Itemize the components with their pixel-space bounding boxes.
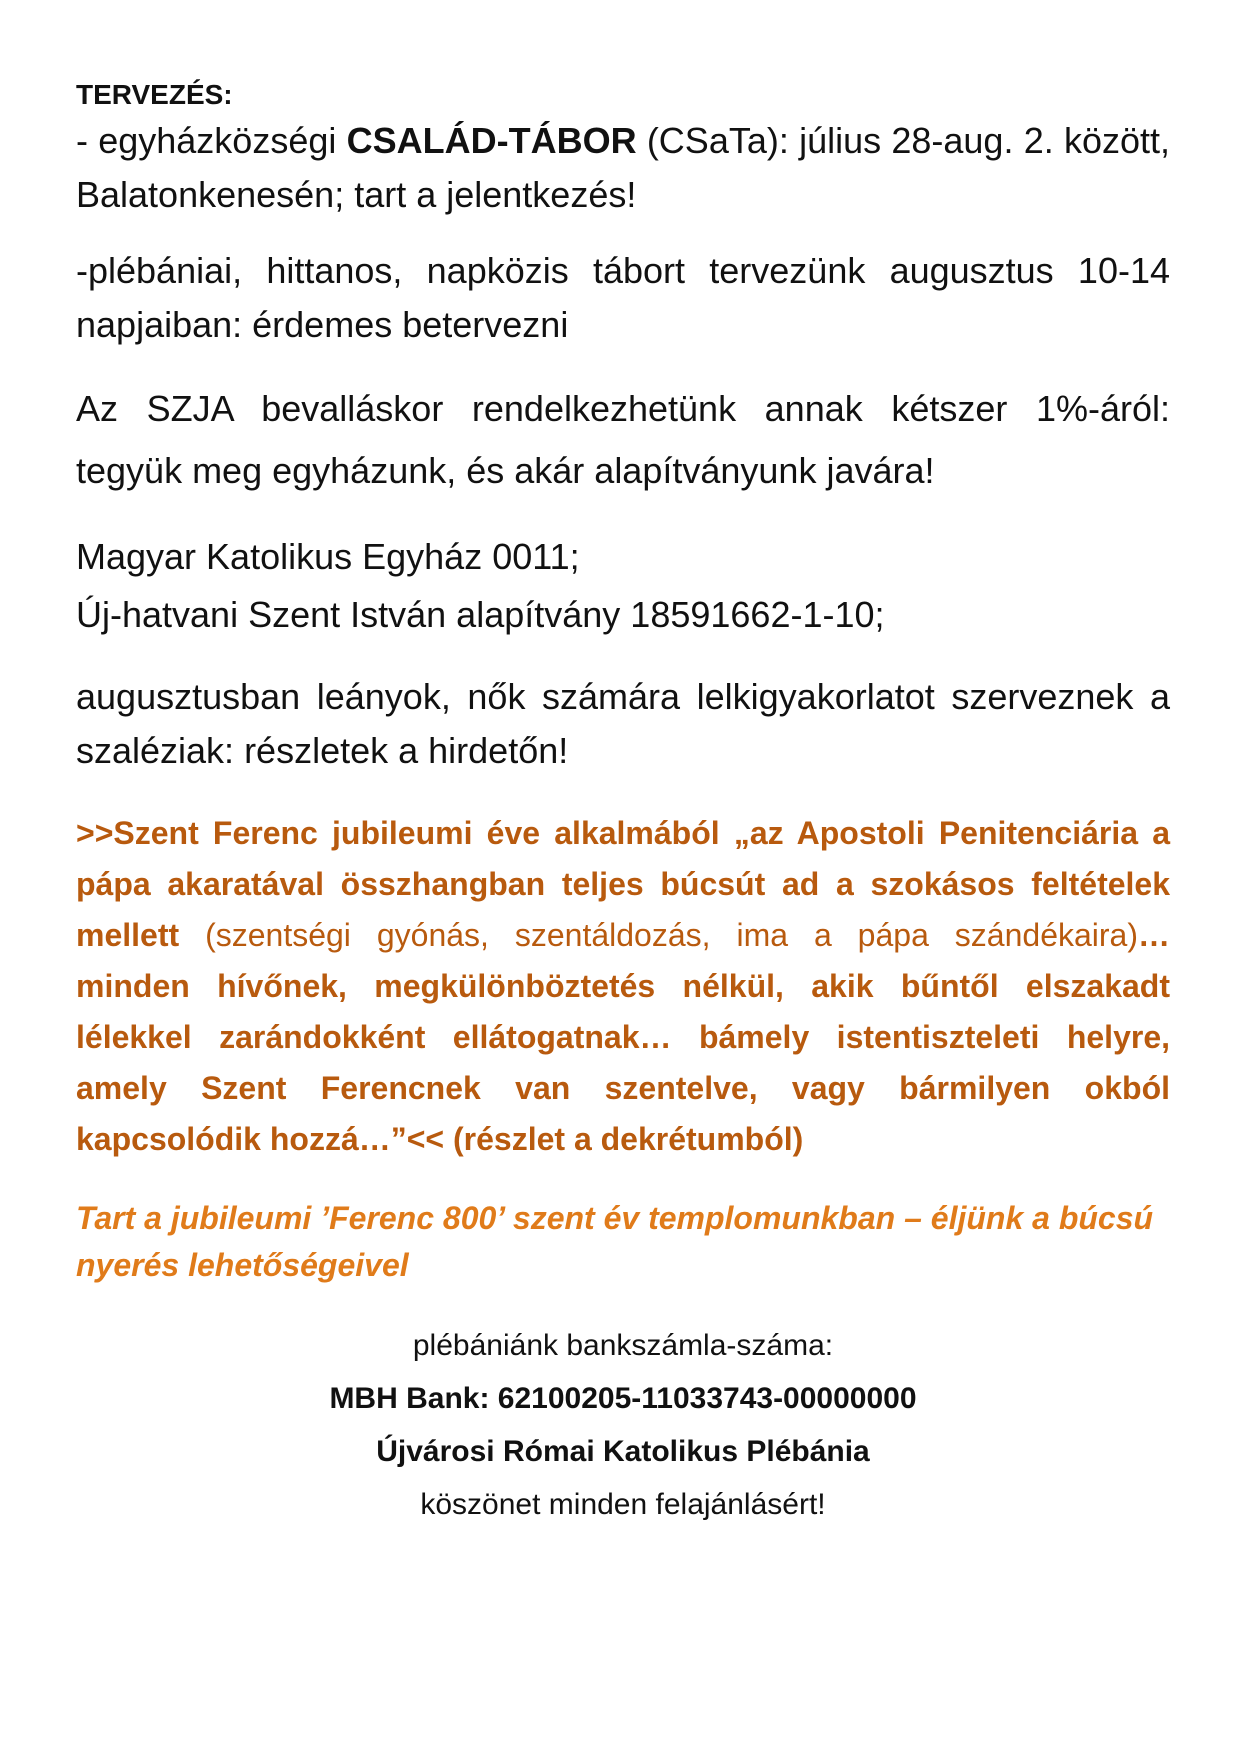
retreat-paragraph: augusztusban leányok, nők számára lelkigyakorlatot szerveznek a szaléziak: részletek a hirdetőn!	[76, 676, 1170, 771]
spacer	[76, 1289, 1170, 1319]
spacer	[76, 502, 1170, 528]
spacer	[76, 644, 1170, 670]
account-holder: Újvárosi Római Katolikus Plébánia	[376, 1435, 870, 1468]
spacer	[76, 778, 1170, 808]
family-camp-prefix: - egyházközségi	[76, 120, 347, 161]
spacer	[76, 352, 1170, 378]
beneficiary-church: Magyar Katolikus Egyház 0011;	[76, 536, 580, 577]
jubilee-note: Tart a jubileumi ’Ferenc 800’ szent év templomunkban – éljünk a búcsú nyerés lehetőségeivel	[76, 1200, 1154, 1283]
thanks-line: köszönet minden felajánlásért!	[420, 1488, 826, 1521]
family-camp-title: CSALÁD-TÁBOR	[346, 120, 637, 161]
szja-paragraph: Az SZJA bevalláskor rendelkezhetünk annak kétszer 1%-áról: tegyük meg egyházunk, és akár alapítványunk javára!	[76, 388, 1170, 491]
beneficiary-foundation: Új-hatvani Szent István alapítvány 18591662-1-10;	[76, 594, 885, 635]
spacer	[76, 1165, 1170, 1195]
decree-part-1: >>Szent Ferenc jubileumi éve alkalmából „az Apostoli Penitenciária a pápa akaratával összhangban teljes búcsút ad a szokásos feltételek mellett	[76, 815, 1170, 953]
indulgence-decree-excerpt	[76, 808, 1170, 1165]
bank-account-number: MBH Bank: 62100205-11033743-00000000	[329, 1382, 917, 1415]
family-camp-paragraph	[76, 114, 1170, 222]
family-camp-details: (CSaTa): július 28-aug. 2. között, Balatonkenesén; tart a jelentkezés!	[76, 120, 1170, 215]
spacer	[76, 222, 1170, 244]
decree-part-2: … minden hívőnek, megkülönböztetés nélkül, akik bűntől elszakadt lélekkel zarándokként ellátogatnak… bámely istentiszteleti helyre, amely Szent Ferencnek van szentelve, vagy bármilyen okból kapcsolódik hozzá…”<< (részlet a dekrétumból)	[76, 917, 1170, 1157]
planning-heading: TERVEZÉS:	[76, 79, 233, 110]
bank-account-label: plébániánk bankszámla-száma:	[412, 1329, 834, 1362]
decree-conditions: (szentségi gyónás, szentáldozás, ima a pápa szándékaira)	[179, 917, 1138, 953]
day-camp-paragraph: -plébániai, hittanos, napközis tábort tervezünk augusztus 10-14 napjaiban: érdemes betervezni	[76, 250, 1170, 345]
bulletin-page	[76, 78, 1170, 1531]
